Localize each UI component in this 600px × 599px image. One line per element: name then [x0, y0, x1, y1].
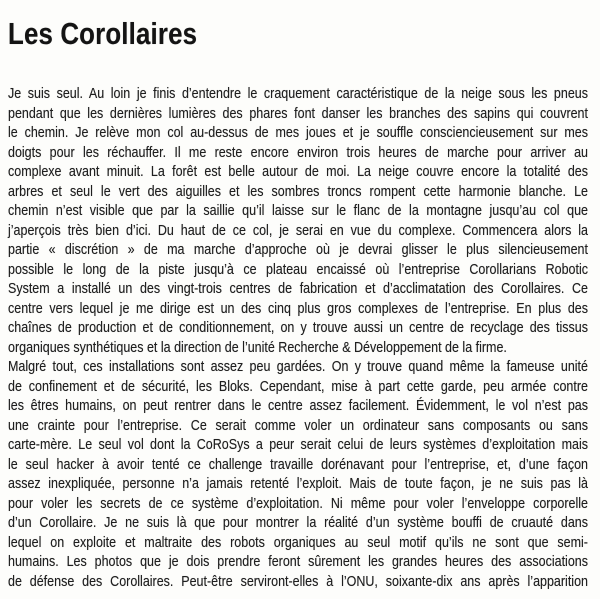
text-line: chemin n’est visible que par la saillie qu’il laisse sur le flanc de la montagne jusqu’au col que — [8, 202, 588, 219]
text-line: System a installé un des vingt-trois centres de fabrication et d’acclimatation des Corollaires. Ce — [8, 280, 588, 297]
page-title: Les Corollaires — [8, 16, 198, 51]
text-line: centre vers lequel je me dirige est un des cinq plus gros complexes de l’entreprise. En plus des — [8, 299, 588, 317]
text-line: doigts pour les réchauffer. Il me reste encore environ trois heures de marche pour arriver au — [8, 143, 588, 161]
text-column — [8, 16, 588, 591]
text-line: les êtres humains, on peut rentrer dans le centre assez facilement. Évidemment, le vol n’est pas — [8, 397, 588, 414]
text-line: le seul hacker à avoir tenté ce challenge travaille dorénavant pour l’entreprise, et, d’une façon — [8, 455, 588, 473]
text-line: de confinement et de sécurité, les Bloks. Cependant, mise à part cette garde, peu armée contre — [8, 377, 588, 395]
text-line: chaînes de production et de conditionnement, on y trouve aussi un centre de recyclage des tissus — [8, 319, 588, 336]
text-line: d’un Corollaire. Je ne suis là que pour montrer la réalité d’un système bouffi de cruauté dans — [8, 514, 588, 531]
text-line: de défense des Corollaires. Peut-être serviront-elles à l’ONU, soixante-dix ans après l’apparition — [8, 572, 588, 590]
text-line: carte-mère. Le seul vol dont la CoRoSys a peur serait celui de leurs systèmes d’exploitation mais — [8, 436, 588, 453]
body-text — [8, 84, 588, 591]
text-line: Je suis seul. Au loin je finis d’entendre le craquement caractéristique de la neige sous les pneus — [8, 85, 588, 102]
text-line: assez inexpliquée, personne n’a jamais retenté l’exploit. Mais de toute façon, je ne suis pas là — [8, 475, 588, 492]
text-line: j’aperçois très bien d’ici. Du haut de ce col, je serai en vue du complexe. Commencera alors la — [8, 221, 588, 239]
text-line: humains. Les photos que je dois prendre feront sûrement les grandes heures des associations — [8, 553, 588, 570]
text-line: organiques synthétiques et la direction de l’unité Recherche & Développement de la firme. — [8, 338, 507, 356]
text-line: complexe avant minuit. La forêt est belle autour de moi. La neige couvre encore la totalité des — [8, 163, 588, 180]
text-line: arbres et seul le vert des aiguilles et les sombres troncs rompent cette harmonie blanche. Le — [8, 182, 588, 200]
text-line: une crainte pour l’entreprise. Ce serait comme voler un ordinateur sans composants ou sans — [8, 416, 588, 434]
text-line: partie « discrétion » de ma marche d’approche où je devrai glisser le plus silencieusement — [8, 241, 588, 258]
text-line: pendant que les dernières lumières des phares font danser les branches des sapins qui couvrent — [8, 104, 588, 122]
text-line: pour voler les secrets de ce système d’exploitation. Ni même pour voler l’enveloppe corporelle — [8, 494, 588, 512]
text-line: lequel on exploite et maltraite des robots organiques au seul motif qu’ils ne sont que semi- — [8, 533, 588, 551]
text-line: possible le long de la piste jusqu’à ce plateau encaissé où l’entreprise Corollarians Robotic — [8, 260, 588, 278]
text-line: le chemin. Je relève mon col au-dessus de mes joues et je souffle consciencieusement sur mes — [8, 124, 588, 141]
text-line: Malgré tout, ces installations sont assez peu gardées. On y trouve quand même la fameuse unité — [8, 358, 588, 375]
